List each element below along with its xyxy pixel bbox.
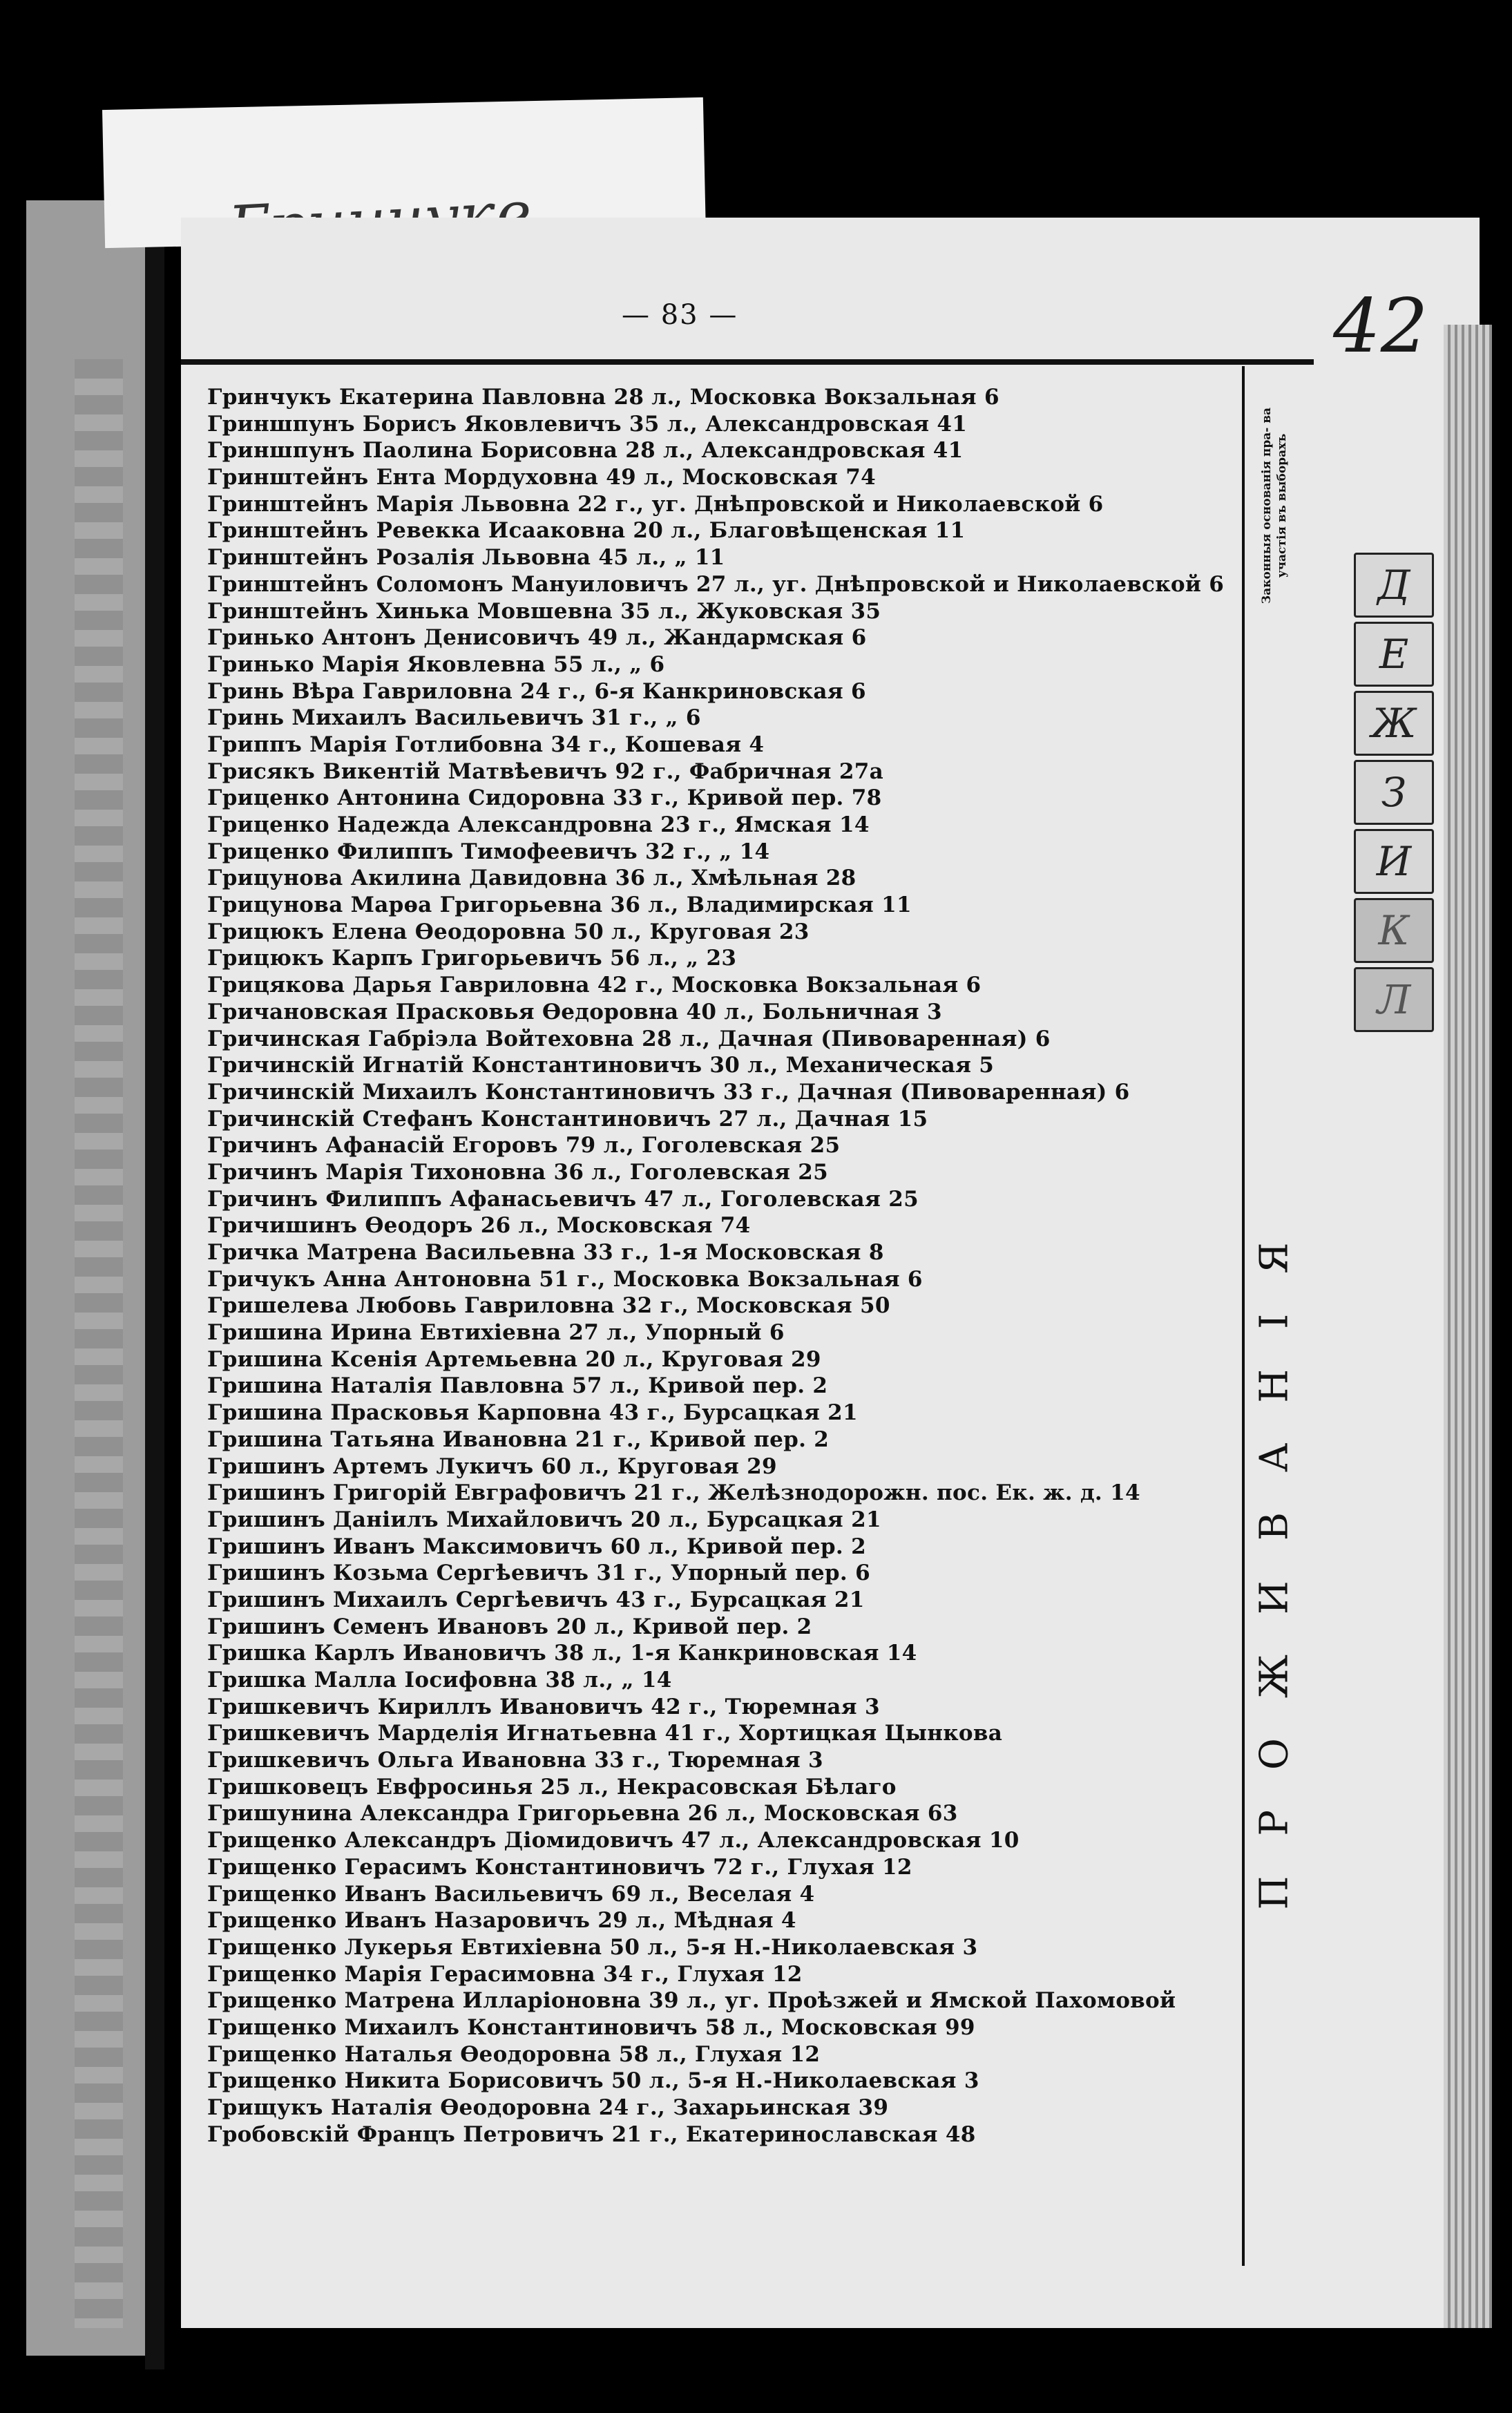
list-item: Гринштейнъ Марія Львовна 22 г., уг. Днѣпровской и Николаевской 6 (207, 491, 1104, 517)
list-item: Гринько Марія Яковлевна 55 л., „ 6 (207, 651, 665, 677)
list-item: Гришелева Любовь Гавриловна 32 г., Московская 50 (207, 1293, 890, 1319)
list-item: Гринчукъ Екатерина Павловна 28 л., Московка Вокзальная 6 (207, 385, 999, 410)
side-column-title: ПРОЖИВАНІЯ (1252, 1202, 1297, 1910)
list-item: Гробовскій Францъ Петровичъ 21 г., Екатеринославская 48 (207, 2121, 976, 2147)
list-item: Гринштейнъ Хинька Мовшевна 35 л., Жуковская 35 (207, 598, 881, 624)
book-spine (145, 207, 164, 2369)
index-tab[interactable]: Е (1354, 622, 1434, 687)
list-item: Гришина Наталія Павловна 57 л., Кривой пер. 2 (207, 1373, 828, 1399)
list-item: Гринштейнъ Ента Мордуховна 49 л., Московская 74 (207, 465, 877, 490)
list-item: Грищенко Марія Герасимовна 34 г., Глухая 12 (207, 1961, 803, 1987)
list-item: Гричановская Прасковья Ѳедоровна 40 л., Больничная 3 (207, 999, 942, 1024)
list-item: Гришина Ксенія Артемьевна 20 л., Круговая 29 (207, 1346, 821, 1372)
list-item: Грищенко Герасимъ Константиновичъ 72 г., Глухая 12 (207, 1854, 912, 1880)
list-item: Гришинъ Козьма Сергѣевичъ 31 г., Упорный пер. 6 (207, 1561, 870, 1586)
list-item: Гришковецъ Евфросинья 25 л., Некрасовская Бѣлаго (207, 1774, 897, 1800)
index-tab[interactable]: Д (1354, 553, 1434, 618)
list-item: Гришинъ Артемъ Лукичъ 60 л., Круговая 29 (207, 1453, 777, 1479)
index-tab[interactable]: Л (1354, 967, 1434, 1032)
list-item: Гричукъ Анна Антоновна 51 г., Московка Вокзальная 6 (207, 1266, 923, 1292)
list-item: Гричинъ Филиппъ Афанасьевичъ 47 л., Гоголевская 25 (207, 1186, 919, 1212)
side-column-heading: Законныя основанія пра- ва участія въ выборахъ (1260, 407, 1289, 604)
list-item: Гришинъ Иванъ Максимовичъ 60 л., Кривой пер. 2 (207, 1534, 866, 1559)
list-item: Гришинъ Даніилъ Михайловичъ 20 л., Бурсацкая 21 (207, 1507, 881, 1532)
list-item: Гричинская Габріэла Войтеховна 28 л., Дачная (Пивоваренная) 6 (207, 1026, 1051, 1051)
list-item: Гричишинъ Ѳеодоръ 26 л., Московская 74 (207, 1213, 751, 1239)
list-item: Грицунова Акилина Давидовна 36 л., Хмѣльная 28 (207, 866, 857, 891)
list-item: Гришка Малла Іосифовна 38 л., „ 14 (207, 1668, 672, 1692)
list-item: Гричка Матрена Васильевна 33 г., 1-я Московская 8 (207, 1240, 884, 1265)
list-item: Гринштейнъ Ревекка Исааковна 20 л., Благовѣщенская 11 (207, 518, 966, 544)
left-page-edge (26, 200, 151, 2356)
column-rule (1242, 366, 1245, 2266)
list-item: Гричинскій Стефанъ Константиновичъ 27 л., Дачная 15 (207, 1106, 928, 1132)
list-item: Грицюкъ Елена Ѳеодоровна 50 л., Круговая 23 (207, 919, 810, 944)
index-tab[interactable]: Ж (1354, 691, 1434, 756)
handwritten-folio-number: 42 (1333, 283, 1428, 370)
list-item: Грищенко Александръ Діомидовичъ 47 л., Александровская 10 (207, 1828, 1020, 1853)
index-tab[interactable]: И (1354, 829, 1434, 894)
list-item: Гринько Антонъ Денисовичъ 49 л., Жандармская 6 (207, 625, 867, 651)
list-item: Гриценко Антонина Сидоровна 33 г., Кривой пер. 78 (207, 785, 882, 811)
list-item: Гринштейнъ Розалія Львовна 45 л., „ 11 (207, 545, 725, 571)
list-item: Гричинъ Афанасій Егоровъ 79 л., Гоголевская 25 (207, 1133, 841, 1158)
list-item: Грицюкъ Карпъ Григорьевичъ 56 л., „ 23 (207, 946, 737, 971)
list-item: Гриншпунъ Паолина Борисовна 28 л., Александровская 41 (207, 438, 964, 464)
list-item: Гришина Ирина Евтихіевна 27 л., Упорный 6 (207, 1320, 785, 1346)
list-item: Гришинъ Семенъ Ивановъ 20 л., Кривой пер. 2 (207, 1614, 812, 1639)
entries-list (207, 384, 1229, 2148)
list-item: Грицунова Марѳа Григорьевна 36 л., Владимирская 11 (207, 893, 912, 918)
list-item: Гринь Вѣра Гавриловна 24 г., 6-я Канкриновская 6 (207, 678, 866, 704)
index-tab[interactable]: К (1354, 898, 1434, 963)
list-item: Гриценко Надежда Александровна 23 г., Ямская 14 (207, 812, 870, 837)
list-item: Грищенко Никита Борисовичъ 50 л., 5-я Н.-Николаевская 3 (207, 2068, 979, 2094)
list-item: Грищенко Иванъ Назаровичъ 29 л., Мѣдная 4 (207, 1908, 796, 1934)
list-item: Гришина Татьяна Ивановна 21 г., Кривой пер. 2 (207, 1427, 830, 1452)
list-item: Грищенко Михаилъ Константиновичъ 58 л., Московская 99 (207, 2014, 975, 2040)
list-item: Гричинскій Игнатій Константиновичъ 30 л., Механическая 5 (207, 1053, 995, 1078)
list-item: Гришина Прасковья Карповна 43 г., Бурсацкая 21 (207, 1400, 858, 1426)
list-item: Гришкевичъ Марделія Игнатьевна 41 г., Хортицкая Цынкова (207, 1721, 1003, 1746)
right-page-edges (1444, 325, 1492, 2328)
list-item: Гришкевичъ Ольга Ивановна 33 г., Тюремная 3 (207, 1748, 823, 1773)
list-item: Грищенко Иванъ Васильевичъ 69 л., Веселая 4 (207, 1881, 815, 1907)
list-item: Гришинъ Михаилъ Сергѣевичъ 43 г., Бурсацкая 21 (207, 1587, 865, 1612)
list-item: Гриппъ Марія Готлибовна 34 г., Кошевая 4 (207, 732, 765, 757)
index-tab[interactable]: З (1354, 760, 1434, 825)
list-item: Грицякова Дарья Гавриловна 42 г., Московка Вокзальная 6 (207, 973, 982, 998)
list-item: Грищукъ Наталія Ѳеодоровна 24 г., Захарьинская 39 (207, 2095, 889, 2120)
list-item: Грищенко Матрена Илларіоновна 39 л., уг. Проѣзжей и Ямской Пахомовой (207, 1988, 1176, 2014)
index-tabs (1354, 553, 1451, 1036)
list-item: Гричинъ Марія Тихоновна 36 л., Гоголевская 25 (207, 1159, 828, 1185)
list-item: Гриншпунъ Борисъ Яковлевичъ 35 л., Александровская 41 (207, 411, 968, 437)
list-item: Гришунина Александра Григорьевна 26 л., Московская 63 (207, 1801, 958, 1827)
list-item: Гринштейнъ Соломонъ Мануиловичъ 27 л., уг. Днѣпровской и Николаевской 6 (207, 571, 1225, 597)
list-item: Грищенко Наталья Ѳеодоровна 58 л., Глухая 12 (207, 2041, 821, 2067)
list-item: Гринь Михаилъ Васильевичъ 31 г., „ 6 (207, 705, 701, 731)
list-item: Гришинъ Григорій Евграфовичъ 21 г., Желѣзнодорожн. пос. Ек. ж. д. 14 (207, 1480, 1140, 1506)
list-item: Грисякъ Викентій Матвѣевичъ 92 г., Фабричная 27а (207, 759, 883, 784)
header-rule (181, 359, 1314, 365)
list-item: Гричинскій Михаилъ Константиновичъ 33 г., Дачная (Пивоваренная) 6 (207, 1079, 1130, 1105)
list-item: Гришка Карлъ Ивановичъ 38 л., 1-я Канкриновская 14 (207, 1641, 917, 1666)
list-item: Грищенко Лукерья Евтихіевна 50 л., 5-я Н.-Николаевская 3 (207, 1934, 978, 1960)
page-number: — 83 — (622, 299, 738, 331)
list-item: Гриценко Филиппъ Тимофеевичъ 32 г., „ 14 (207, 839, 770, 864)
list-item: Гришкевичъ Кириллъ Ивановичъ 42 г., Тюремная 3 (207, 1694, 880, 1719)
